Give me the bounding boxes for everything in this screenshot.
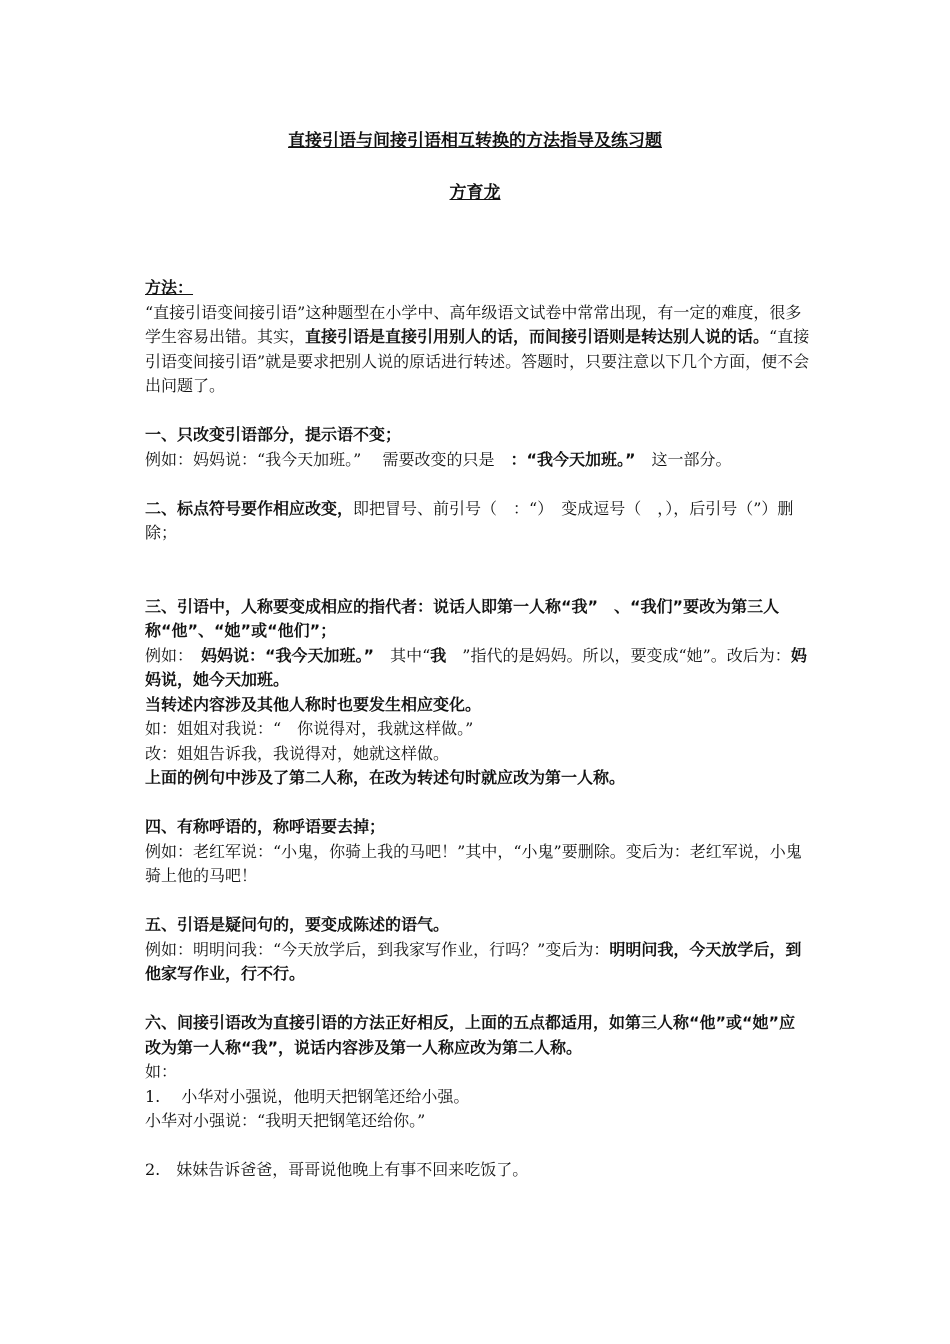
section-3-note: 当转述内容涉及其他人称时也要发生相应变化。 [145,694,482,714]
section-5-heading: 五、引语是疑问句的，要变成陈述的语气。 [145,915,450,934]
section-6-item-1-answer: 小华对小强说：“我明天把钢笔还给你。” [145,1111,426,1130]
section-1-example: 例如：妈妈说：“我今天加班。” 需要改变的只是 ：“我今天加班。” 这一部分。 [145,449,732,469]
section-4-example: 例如：老红军说：“小鬼，你骑上我的马吧！”其中，“小鬼”要删除。变后为：老红军说，小鬼骑上他的马吧！ [145,841,802,885]
section-3-heading: 三、引语中，人称要变成相应的指代者：说话人即第一人称“我” 、“我们”要改为第三人称“他”、“她”或“他们”； [145,596,780,640]
section-6-heading: 六、间接引语改为直接引语的方法正好相反，上面的五点都适用，如第三人称“他”或“她”应改为第一人称“我”，说话内容涉及第一人称应改为第二人称。 [145,1013,796,1057]
method-heading: 方法： [145,278,194,297]
section-3-example-2-changed: 改：姐姐告诉我，我说得对，她就这样做。 [145,743,450,763]
document-title: 直接引语与间接引语相互转换的方法指导及练习题 [288,131,662,151]
section-2-heading: 二、标点符号要作相应改变， [145,498,354,518]
section-4-heading: 四、有称呼语的，称呼语要去掉； [145,817,386,836]
section-5-example: 例如：明明问我：“今天放学后，到我家写作业，行吗？”变后为：明明问我，今天放学后，到他家写作业，行不行。 [145,939,802,983]
section-3-conclusion: 上面的例句中涉及了第二人称，在改为转述句时就应改为第一人称。 [145,768,626,787]
section-6-lead: 如： [145,1062,178,1081]
section-2-paragraph: 二、标点符号要作相应改变，即把冒号、前引号（ ：“） 变成逗号（ ，），后引号（”）删除； [145,498,794,542]
author-name: 方育龙 [449,183,501,203]
section-1-heading: 一、只改变引语部分，提示语不变； [145,425,402,444]
section-6-item-2: 2. 妹妹告诉爸爸，哥哥说他晚上有事不回来吃饭了。 [145,1160,529,1179]
section-3-example-2: 如：姐姐对我说：“ 你说得对，我就这样做。” [145,719,474,738]
document-body [145,276,810,1183]
method-intro: “直接引语变间接引语”这种题型在小学中、高年级语文试卷中常常出现，有一定的难度，很多学生容易出错。其实，直接引语是直接引用别人的话，而间接引语则是转达别人说的话。“直接引语变间接引语”就是要求把别人说的原话进行转述。答题时，只要注意以下几个方面，便不会出问题了。 [145,302,810,395]
section-6-item-1: 1. 小华对小强说，他明天把钢笔还给小强。 [145,1086,470,1106]
section-3-example: 例如： 妈妈说：“我今天加班。” 其中“我 ”指代的是妈妈。所以，要变成“她”。改后为：妈妈说，她今天加班。 [145,645,807,689]
